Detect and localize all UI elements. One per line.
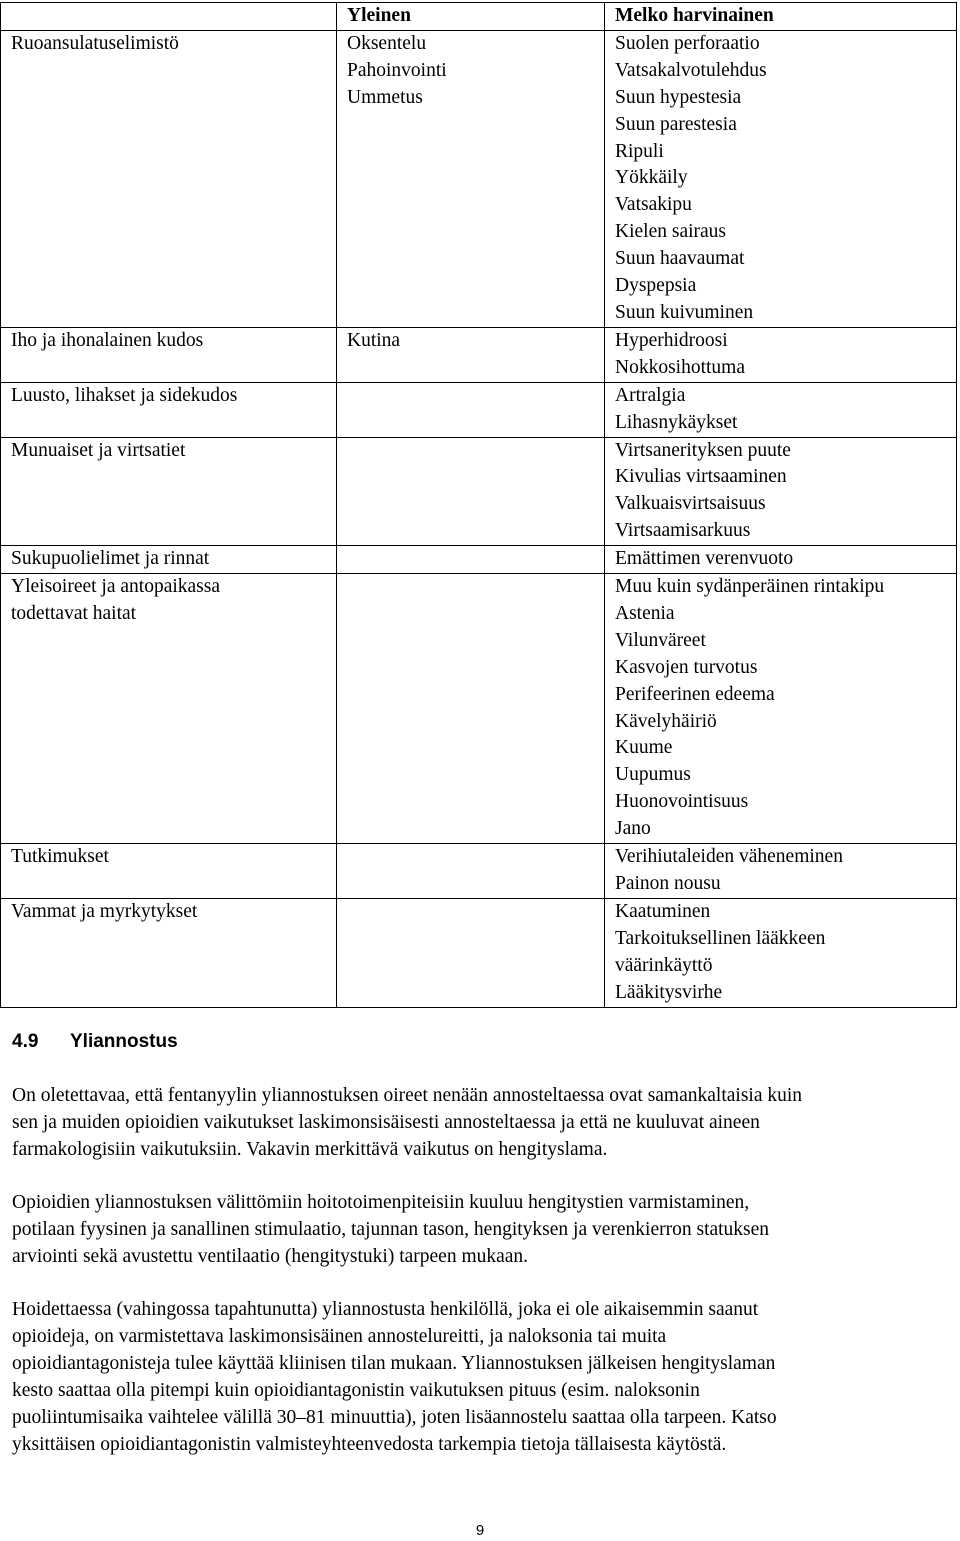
organ-class-cell [1,30,337,327]
cell-line: Dyspepsia [615,275,697,297]
cell-line: väärinkäyttö [615,954,713,976]
cell-line: Luusto, lihakset ja sidekudos [11,384,238,406]
cell-line: Valkuaisvirtsaisuus [615,493,766,515]
cell-line: Kielen sairaus [615,221,727,243]
table-row [1,574,957,844]
common-effects-cell [337,382,605,437]
cell-line: Tarkoituksellinen lääkkeen [615,927,826,949]
organ-class-cell [1,382,337,437]
organ-class-cell [1,437,337,546]
paragraph-immediate-treatment [12,1189,952,1270]
organ-class-cell [1,898,337,1007]
common-effects-cell [337,546,605,574]
uncommon-effects-cell [605,437,957,546]
cell-line: Sukupuolielimet ja rinnat [11,548,210,570]
header-uncommon-cell: Melko harvinainen [605,3,957,31]
cell-line: Kuume [615,737,673,759]
cell-line: Perifeerinen edeema [615,683,775,705]
table-row [1,437,957,546]
cell-line: Vatsakalvotulehdus [615,59,767,81]
section-heading [12,1029,178,1055]
cell-line: Kaatuminen [615,900,711,922]
cell-line: Vammat ja myrkytykset [11,900,198,922]
cell-line: Muu kuin sydänperäinen rintakipu [615,576,885,598]
cell-line: Yökkäily [615,167,688,189]
paragraph-line: Opioidien yliannostuksen välittömiin hoitotoimenpiteisiin kuuluu hengitystien varmistaminen, [12,1192,750,1213]
cell-line: Nokkosihottuma [615,356,745,378]
common-effects-cell [337,327,605,382]
table-row [1,898,957,1007]
uncommon-effects-cell [605,382,957,437]
cell-line: Emättimen verenvuoto [615,548,794,570]
cell-line: Kivulias virtsaaminen [615,466,787,488]
paragraph-line: Hoidettaessa (vahingossa tapahtunutta) yliannostusta henkilöllä, joka ei ole aikaisemmin saanut [12,1299,759,1320]
cell-line: Vilunväreet [615,629,706,651]
organ-class-cell [1,327,337,382]
adverse-effects-table [0,2,957,1008]
section-number: 4.9 [12,1031,39,1052]
paragraph-overdose-symptoms [12,1082,952,1163]
cell-line: Lihasnykäykset [615,411,738,433]
header-organ-cell [1,3,337,31]
common-effects-cell [337,30,605,327]
table-row [1,327,957,382]
table-row [1,844,957,899]
cell-line: Painon nousu [615,873,721,894]
cell-line: Jano [615,818,651,840]
uncommon-effects-cell [605,898,957,1007]
cell-line: Suun parestesia [615,113,737,135]
cell-line: Suolen perforaatio [615,32,760,54]
cell-line: Ruoansulatuselimistö [11,32,179,54]
paragraph-line: On oletettavaa, että fentanyylin yliannostuksen oireet nenään annosteltaessa ovat samankaltaisia kuin [12,1085,803,1106]
cell-line: Suun hypestesia [615,86,742,108]
paragraph-line: farmakologisiin vaikutuksiin. Vakavin merkittävä vaikutus on hengityslama. [12,1139,608,1160]
common-effects-cell [337,898,605,1007]
section-title: Yliannostus [70,1031,178,1052]
cell-line: Yleisoireet ja antopaikassa [11,576,221,598]
uncommon-effects-cell [605,546,957,574]
page-number: 9 [475,1522,485,1539]
cell-line: Virtsaamisarkuus [615,520,751,542]
table-header-row [1,3,957,31]
paragraph-line: sen ja muiden opioidien vaikutukset laskimonsisäisesti annosteltaessa ja että ne kuuluvat aineen [12,1112,760,1133]
common-effects-cell [337,574,605,844]
cell-line: Vatsakipu [615,194,692,216]
cell-line: Kävelyhäiriö [615,710,717,732]
header-common-cell: Yleinen [337,3,605,31]
uncommon-effects-cell [605,327,957,382]
paragraph-line: puoliintumisaika vaihtelee välillä 30–81 minuuttia), joten lisäannostelu saattaa olla tarpeen. Katso [12,1407,777,1428]
cell-line: Kutina [347,329,401,351]
cell-line: Verihiutaleiden väheneminen [615,846,843,868]
cell-line: Ummetus [347,86,423,108]
paragraph-line: arviointi sekä avustettu ventilaatio (hengitystuki) tarpeen mukaan. [12,1246,529,1267]
common-effects-cell [337,437,605,546]
cell-line: Astenia [615,602,675,624]
cell-line: todettavat haitat [11,602,137,624]
cell-line: Oksentelu [347,32,427,54]
cell-line: Suun haavaumat [615,248,745,270]
table-row [1,30,957,327]
uncommon-effects-cell [605,574,957,844]
cell-line: Uupumus [615,764,691,786]
cell-line: Hyperhidroosi [615,329,728,351]
uncommon-effects-cell [605,30,957,327]
common-effects-cell [337,844,605,899]
cell-line: Suun kuivuminen [615,301,754,323]
paragraph-line: kesto saattaa olla pitempi kuin opioidiantagonistin vaikutuksen pituus (esim. naloksonin [12,1380,700,1401]
table-row [1,382,957,437]
cell-line: Iho ja ihonalainen kudos [11,329,204,351]
cell-line: Munuaiset ja virtsatiet [11,439,186,461]
paragraph-line: potilaan fyysinen ja sanallinen stimulaatio, tajunnan tason, hengityksen ja verenkierron statuksen [12,1219,770,1240]
cell-line: Huonovointisuus [615,791,749,813]
paragraph-line: opioideja, on varmistettava laskimonsisäinen annostelureitti, ja naloksonia tai muita [12,1326,667,1347]
cell-line: Lääkitysvirhe [615,981,723,1003]
organ-class-cell [1,574,337,844]
paragraph-naloxone-treatment [12,1296,952,1458]
cell-line: Ripuli [615,140,664,162]
paragraph-line: yksittäisen opioidiantagonistin valmisteyhteenvedosta tarkempia tietoja tällaisesta käytöstä. [12,1434,727,1455]
paragraph-line: opioidiantagonisteja tulee käyttää kliinisen tilan mukaan. Yliannostuksen jälkeisen hengityslaman [12,1353,776,1374]
cell-line: Pahoinvointi [347,59,447,81]
adverse-effects-table-body [1,3,957,1008]
uncommon-effects-cell [605,844,957,899]
cell-line: Kasvojen turvotus [615,656,758,678]
cell-line: Artralgia [615,384,686,406]
organ-class-cell [1,844,337,899]
table-row [1,546,957,574]
cell-line: Virtsanerityksen puute [615,439,791,461]
organ-class-cell [1,546,337,574]
cell-line: Tutkimukset [11,846,109,868]
